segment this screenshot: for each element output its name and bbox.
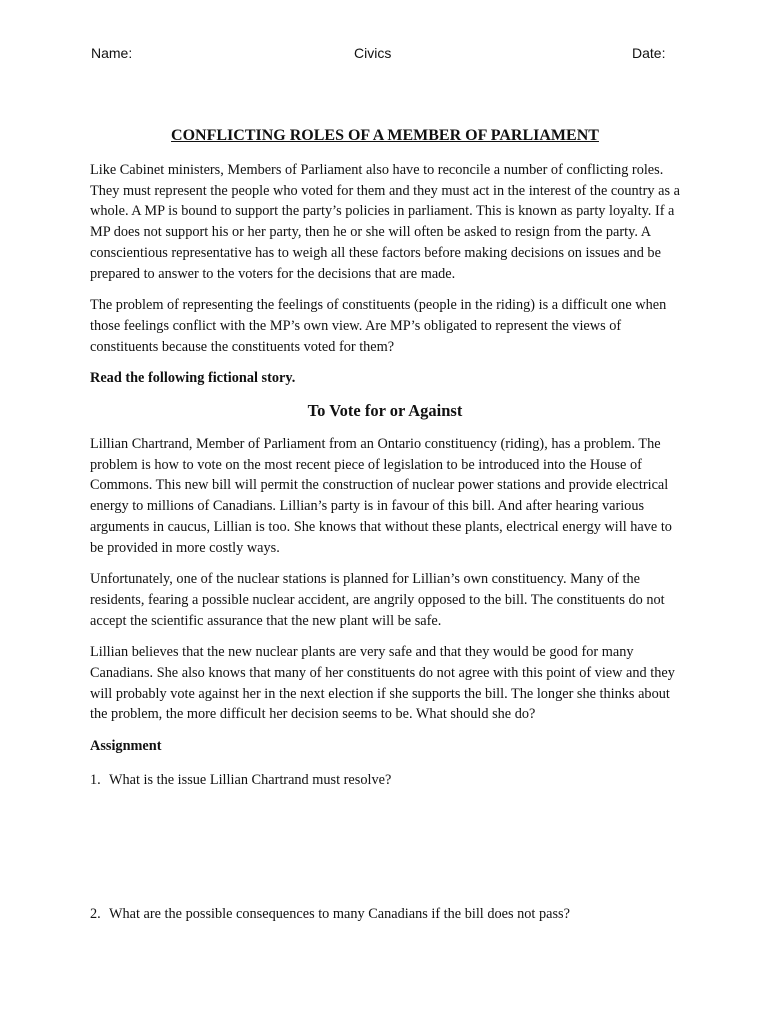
story-paragraph-1: Lillian Chartrand, Member of Parliament from an Ontario constituency (riding), has a problem. The problem is how to vote on the most recent piece of legislation to be introduced into the House of Commons. This new bill will permit the construction of nuclear power stations and provide electrical energy to millions of Canadians. Lillian’s party is in favour of this bill. And after hearing various arguments in caucus, Lillian is too. She knows that without these plants, electrical energy will have to be provided in more costly ways. [90, 436, 672, 556]
story-title: To Vote for or Against [307, 401, 463, 421]
assignment-heading: Assignment [90, 738, 162, 755]
question-2 [90, 904, 690, 925]
question-number: 2. [90, 906, 101, 922]
story-paragraph-3: Lillian believes that the new nuclear plants are very safe and that they would be good for many Canadians. She also knows that many of her constituents do not agree with this point of view and they will probably vote against her in the next election if she supports the bill. The longer she thinks about the problem, the more difficult her decision seems to be. What should she do? [90, 644, 675, 723]
reading-instruction: Read the following fictional story. [90, 370, 296, 387]
question-text: What are the possible consequences to many Canadians if the bill does not pass? [109, 906, 570, 922]
date-label: Date: [632, 45, 666, 61]
subject-label: Civics [354, 45, 392, 61]
page-title: CONFLICTING ROLES OF A MEMBER OF PARLIAMENT [171, 127, 599, 144]
question-text: What is the issue Lillian Chartrand must resolve? [109, 771, 392, 788]
question-1 [90, 770, 680, 791]
worksheet-header [91, 45, 667, 65]
question-number: 1. [90, 771, 101, 788]
story-paragraph-2: Unfortunately, one of the nuclear stations is planned for Lillian’s own constituency. Many of the residents, fearing a possible nuclear accident, are angrily opposed to the bill. The constituents do not accept the scientific assurance that the new plant will be safe. [90, 571, 665, 629]
intro-paragraph-1: Like Cabinet ministers, Members of Parliament also have to reconcile a number of conflicting roles. They must represent the people who voted for them and they must act in the interest of the country as a whole. A MP is bound to support the party’s policies in parliament. This is known as party loyalty. If a MP does not support his or her party, then he or she will often be asked to resign from the party. A conscientious representative has to weigh all these factors before making decisions on issues and be prepared to answer to the voters for the decisions that are made. [90, 162, 680, 282]
name-label: Name: [91, 45, 133, 61]
worksheet-body [90, 125, 680, 791]
intro-paragraph-2: The problem of representing the feelings of constituents (people in the riding) is a difficult one when those feelings conflict with the MP’s own view. Are MP’s obligated to represent the views of constituents because the constituents voted for them? [90, 297, 667, 355]
